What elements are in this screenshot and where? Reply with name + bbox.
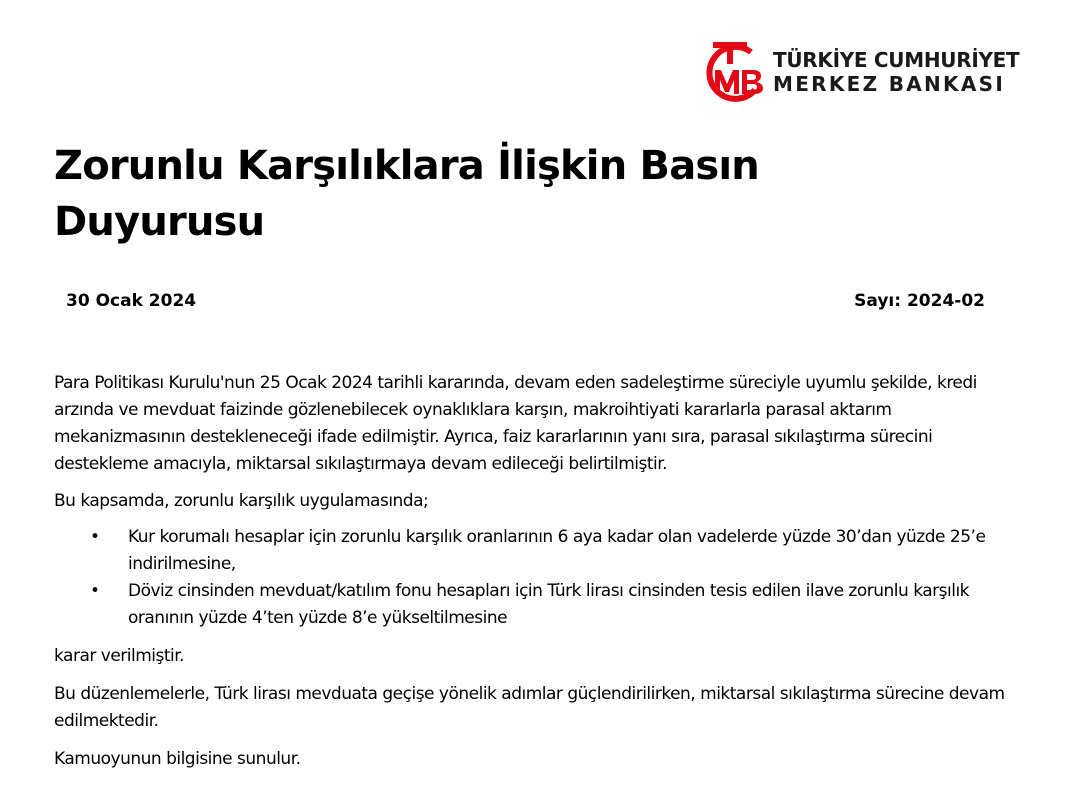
logo-line2: MERKEZ BANKASI [773, 72, 1006, 96]
paragraph-decision: karar verilmiştir. [54, 646, 185, 666]
logo-text [773, 50, 1019, 94]
document-title: Zorunlu Karşılıklara İlişkin Basın Duyurusu [54, 143, 759, 245]
bullet-icon: • [90, 581, 100, 601]
bullet-icon: • [90, 527, 100, 547]
list-item [54, 524, 1024, 578]
logo-line1: TÜRKİYE CUMHURİYET [773, 48, 1020, 72]
paragraph-intro: Para Politikası Kurulu'nun 25 Ocak 2024 tarihli kararında, devam eden sadeleştirme süreciyle uyumlu şekilde, kredi arzında ve mevduat faizinde gözlenebilecek oynaklıklara karşın, makroihtiyati kararlarla parasal aktarım mekanizmasının destekleneceği ifade edilmiştir. Ayrıca, faiz kararlarının yanı sıra, parasal sıkılaştırma sürecini destekleme amacıyla, miktarsal sıkılaştırmaya devam edileceği belirtilmiştir. [54, 373, 977, 474]
list-item-text: Kur korumalı hesaplar için zorunlu karşılık oranlarının 6 aya kadar olan vadelerde yüzde 30’dan yüzde 25’e indirilmesine, [128, 527, 986, 574]
document-body [54, 370, 1024, 773]
tcmb-logo-icon [699, 40, 767, 104]
paragraph-regulations: Bu düzenlemelerle, Türk lirası mevduata geçişe yönelik adımlar güçlendirilirken, miktarsal sıkılaştırma sürecine devam edilmektedir. [54, 684, 1005, 731]
list-item-text: Döviz cinsinden mevduat/katılım fonu hesapları için Türk lirası cinsinden tesis edilen ilave zorunlu karşılık oranının yüzde 4’ten yüzde 8’e yükseltilmesine [128, 581, 970, 628]
decision-list [54, 524, 1024, 632]
tcmb-logo [699, 40, 1019, 104]
meta-row [66, 290, 985, 312]
document-date: 30 Ocak 2024 [66, 291, 197, 311]
list-item [54, 578, 1024, 632]
document-issue-number: Sayı: 2024-02 [854, 291, 985, 311]
paragraph-closing: Kamuoyunun bilgisine sunulur. [54, 749, 301, 769]
paragraph-scope: Bu kapsamda, zorunlu karşılık uygulamasında; [54, 491, 429, 511]
